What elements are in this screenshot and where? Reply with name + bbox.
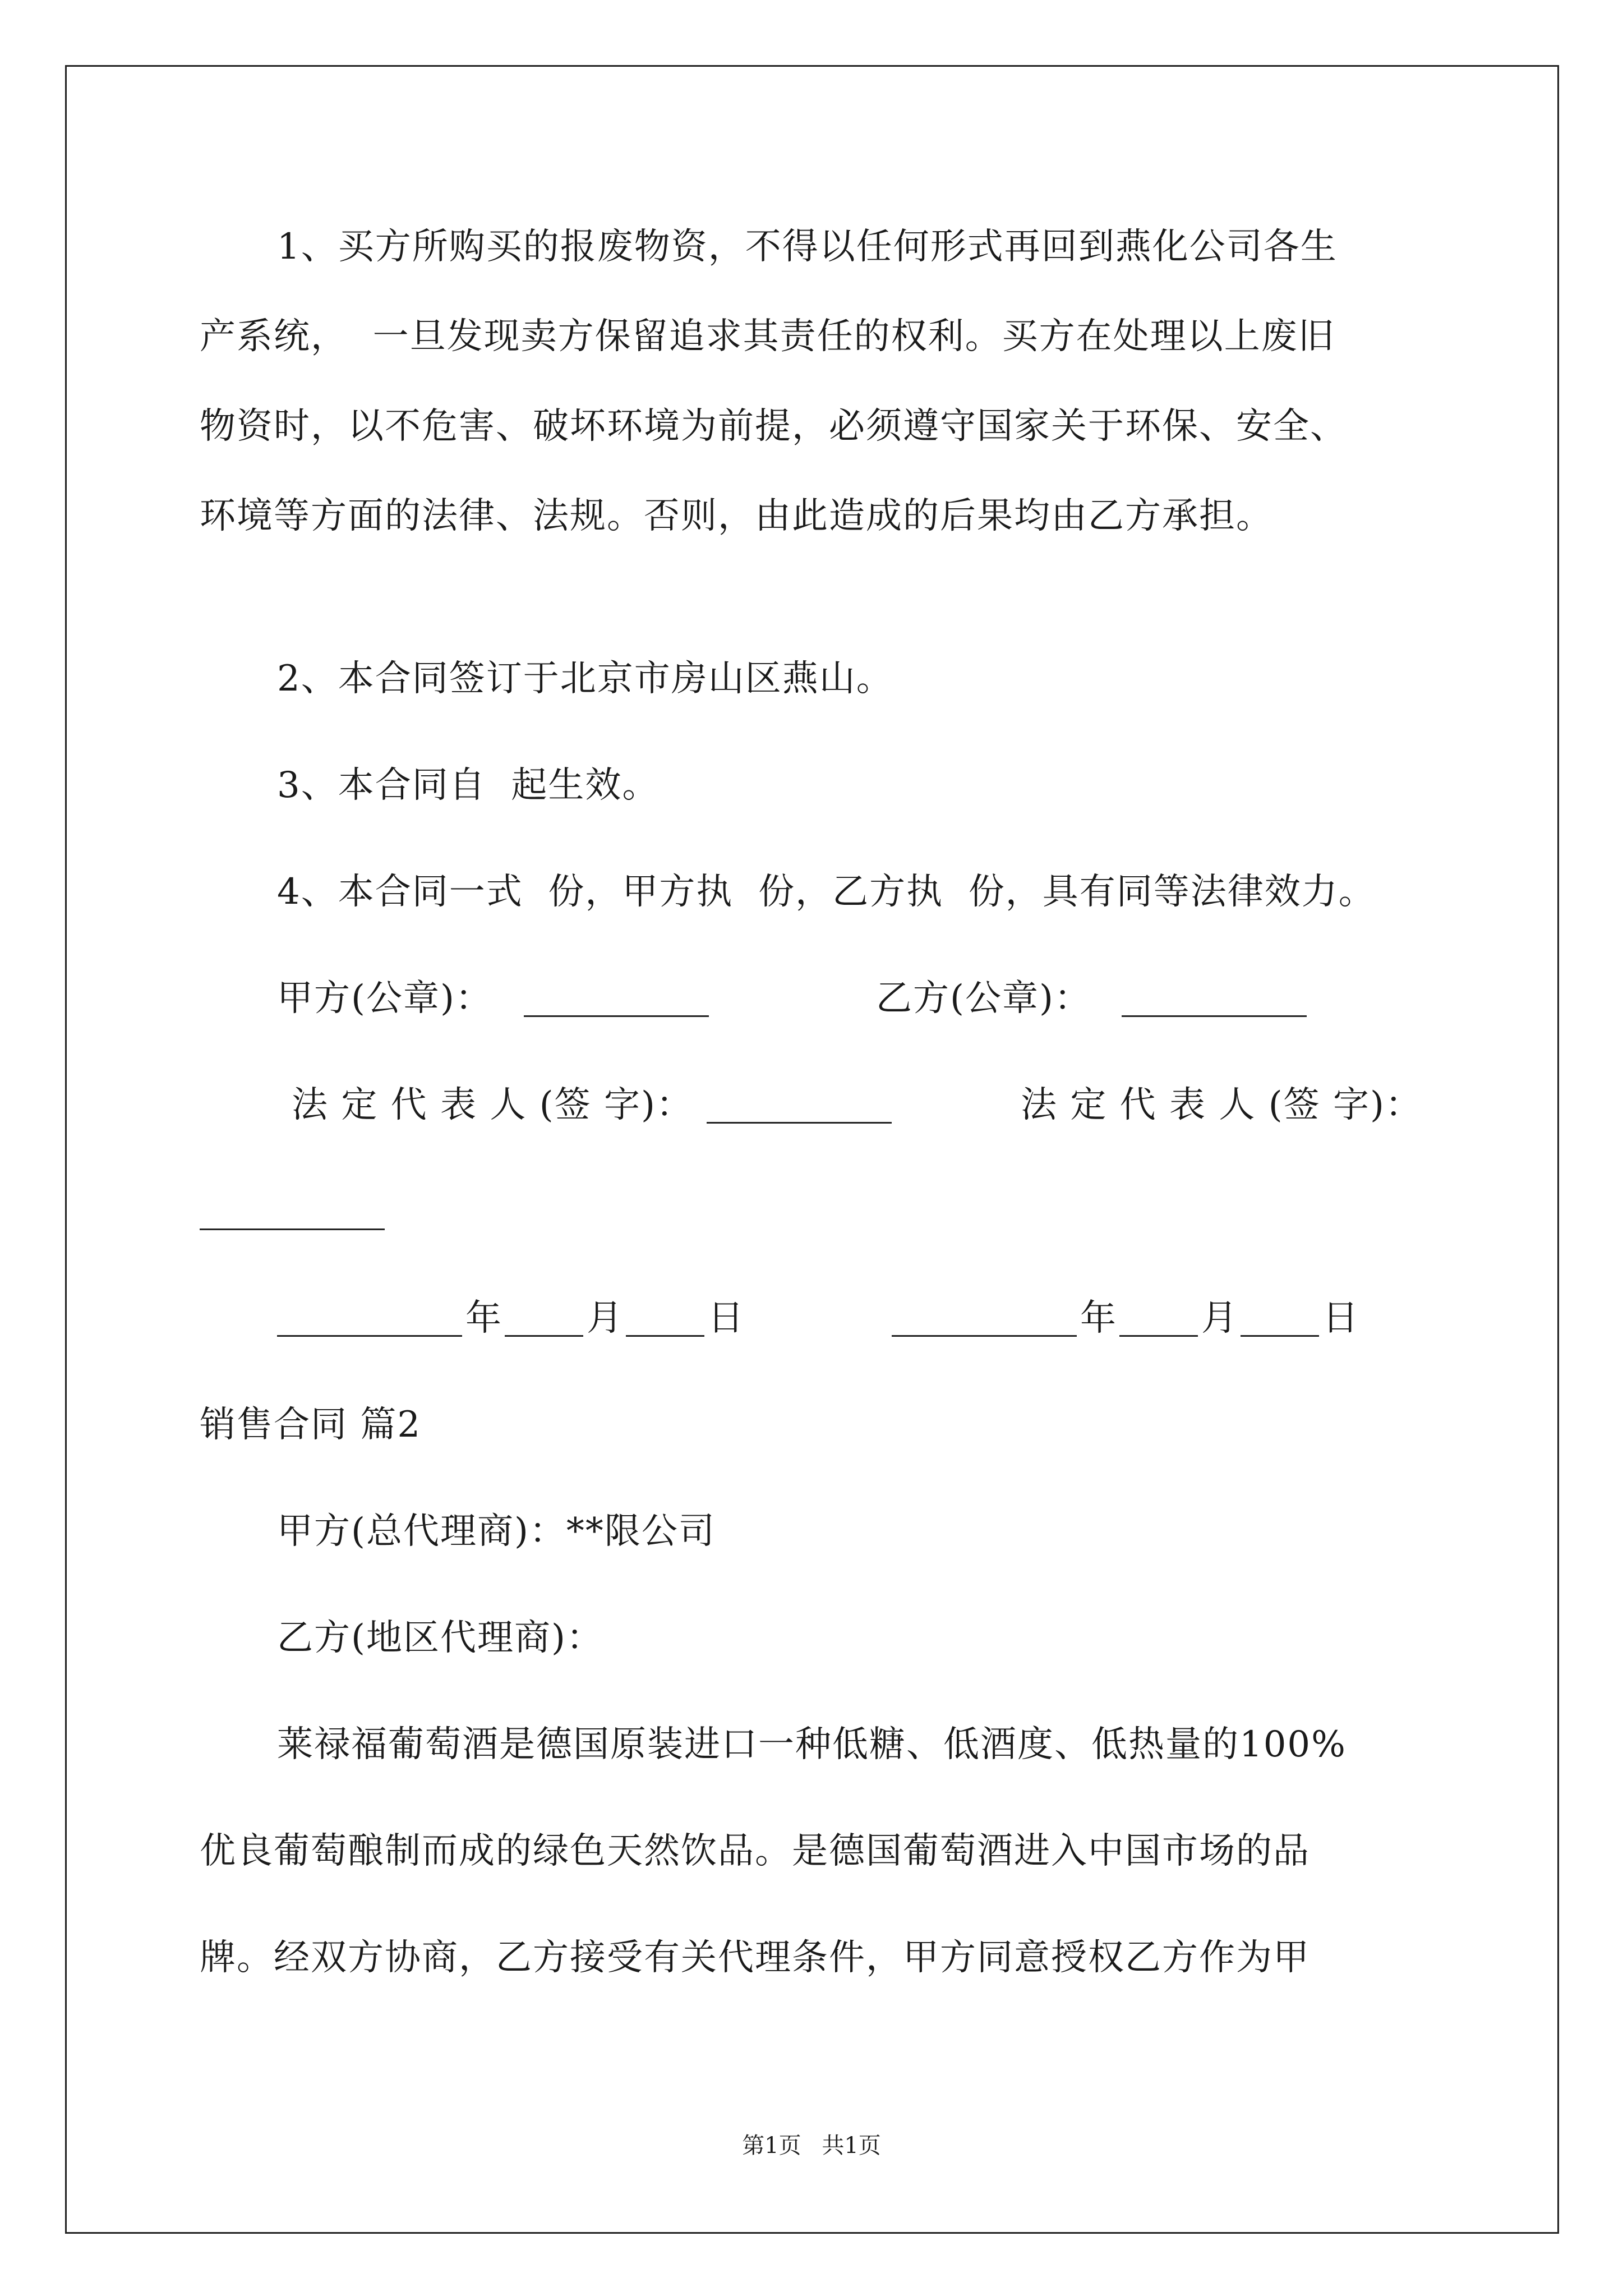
clause-4: 4、本合同一式 份，甲方执 份，乙方执 份，具有同等法律效力。 [277, 871, 1376, 913]
date-b-day-label: 日 [1322, 1297, 1359, 1339]
date-a-year-label: 年 [465, 1297, 502, 1339]
paragraph1-line4: 环境等方面的法律、法规。否则，由此造成的后果均由乙方承担。 [200, 495, 1273, 537]
section2-intro-line2: 优良葡萄酿制而成的绿色天然饮品。是德国葡萄酒进入中国市场的品 [200, 1830, 1310, 1872]
section2-intro-line3: 牌。经双方协商，乙方接受有关代理条件，甲方同意授权乙方作为甲 [200, 1937, 1310, 1978]
date-b-day-blank[interactable] [1241, 1335, 1319, 1337]
party-b-rep-blank[interactable] [200, 1228, 385, 1230]
party-a-seal-label: 甲方(公章)： [277, 978, 492, 1019]
party-a-seal-blank[interactable] [524, 1015, 709, 1017]
date-b-month-blank[interactable] [1119, 1335, 1198, 1337]
date-a-month-label: 月 [587, 1297, 624, 1339]
page-footer [0, 2132, 1623, 2160]
paragraph1-line1: 1、买方所购买的报废物资，不得以任何形式再回到燕化公司各生 [277, 226, 1338, 268]
footer-page-total: 共1页 [822, 2133, 881, 2159]
section2-party-b: 乙方(地区代理商)： [277, 1617, 603, 1659]
party-b-rep-label: 法 定 代 表 人 (签 字)： [1021, 1084, 1422, 1126]
section2-intro-line1: 莱禄福葡萄酒是德国原装进口一种低糖、低酒度、低热量的100% [277, 1724, 1347, 1765]
party-a-rep-blank[interactable] [707, 1122, 892, 1124]
date-b-year-blank[interactable] [892, 1335, 1077, 1337]
page-border [65, 65, 1559, 2234]
party-b-seal-blank[interactable] [1122, 1015, 1307, 1017]
date-a-year-blank[interactable] [277, 1335, 462, 1337]
section2-party-a: 甲方(总代理商)：**限公司 [277, 1511, 716, 1552]
date-b-year-label: 年 [1080, 1297, 1117, 1339]
footer-page-number: 第1页 [742, 2133, 801, 2159]
clause-3: 3、本合同自 起生效。 [277, 765, 660, 806]
date-b-month-label: 月 [1201, 1297, 1238, 1339]
date-a-month-blank[interactable] [505, 1335, 583, 1337]
party-a-rep-label: 法 定 代 表 人 (签 字)： [292, 1084, 693, 1126]
clause-2: 2、本合同签订于北京市房山区燕山。 [277, 658, 893, 700]
date-a-day-label: 日 [708, 1297, 745, 1339]
paragraph1-line3: 物资时，以不危害、破坏环境为前提，必须遵守国家关于环保、安全、 [200, 406, 1347, 447]
paragraph1-line2: 产系统， 一旦发现卖方保留追求其责任的权利。买方在处理以上废旧 [200, 316, 1335, 357]
date-a-day-blank[interactable] [626, 1335, 704, 1337]
party-b-seal-label: 乙方(公章)： [876, 978, 1091, 1019]
section2-title: 销售合同 篇2 [200, 1404, 422, 1446]
